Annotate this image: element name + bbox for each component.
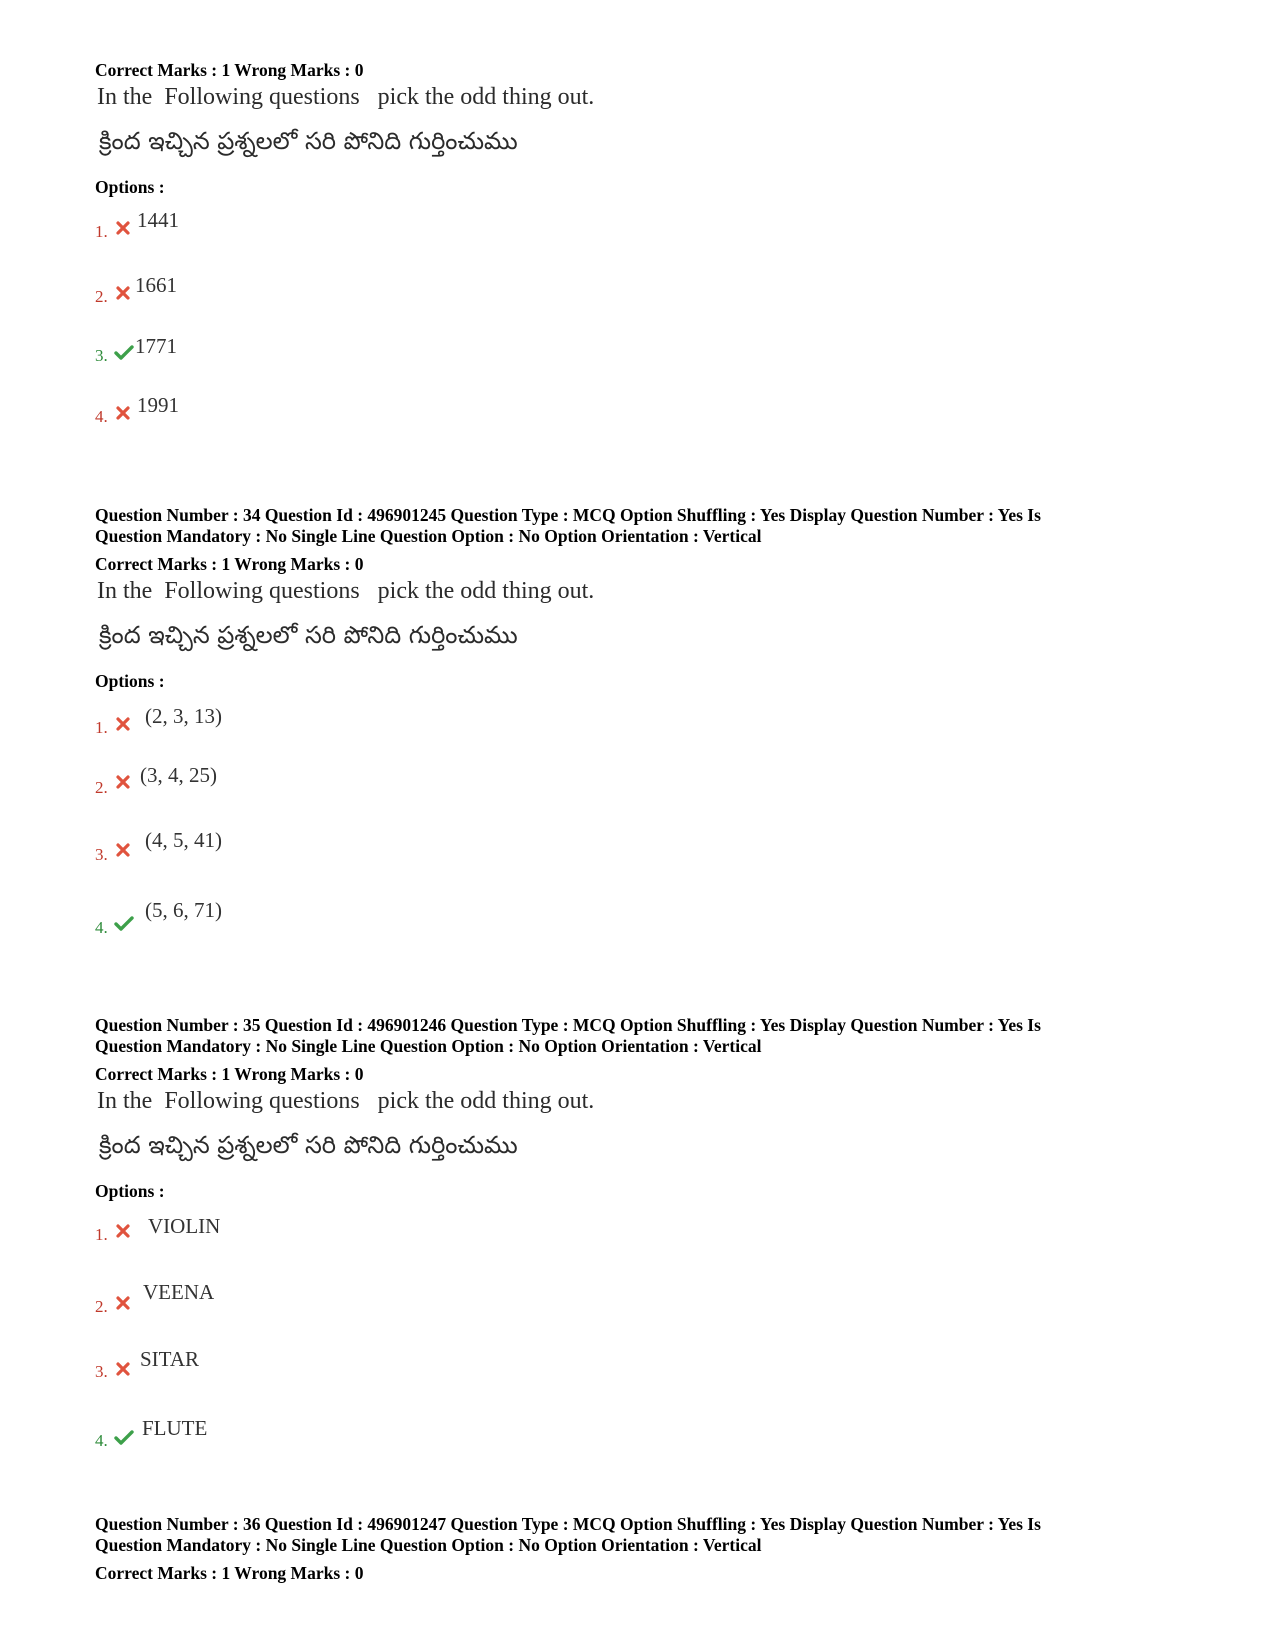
option-number: 2.	[95, 778, 108, 797]
option-row	[95, 763, 495, 810]
option-text: (5, 6, 71)	[145, 898, 222, 922]
question-meta-line: Question Number : 34 Question Id : 496901245 Question Type : MCQ Option Shuffling : Yes Display Question Number : Yes Is	[95, 505, 1041, 525]
option-row	[95, 1347, 495, 1400]
cross-icon	[115, 774, 131, 790]
option-text: FLUTE	[142, 1416, 208, 1440]
question-meta-line: Question Number : 35 Question Id : 496901246 Question Type : MCQ Option Shuffling : Yes Display Question Number : Yes Is	[95, 1015, 1041, 1035]
option-row	[95, 273, 495, 322]
option-number: 4.	[95, 1431, 108, 1450]
question-text-english: In the Following questions pick the odd thing out.	[97, 578, 595, 604]
option-number: 2.	[95, 287, 108, 306]
option-text: (3, 4, 25)	[140, 763, 217, 787]
question-meta	[95, 505, 1215, 547]
option-number: 3.	[95, 1362, 108, 1381]
option-number: 1.	[95, 718, 108, 737]
option-text: VIOLIN	[148, 1214, 221, 1238]
option-row	[95, 1416, 495, 1468]
options-label: Options :	[95, 1181, 165, 1201]
option-number: 1.	[95, 222, 108, 241]
question-meta-line: Question Mandatory : No Single Line Question Option : No Option Orientation : Vertical	[95, 526, 762, 546]
option-text: 1771	[135, 334, 177, 358]
cross-icon	[115, 405, 131, 421]
option-number: 4.	[95, 918, 108, 937]
question-meta-line: Question Mandatory : No Single Line Question Option : No Option Orientation : Vertical	[95, 1036, 762, 1056]
marks-line: Correct Marks : 1 Wrong Marks : 0	[95, 1563, 364, 1583]
check-icon	[114, 344, 134, 360]
cross-icon	[115, 220, 131, 236]
marks-line: Correct Marks : 1 Wrong Marks : 0	[95, 1064, 364, 1084]
option-row	[95, 208, 495, 255]
option-row	[95, 334, 495, 382]
question-text-english: In the Following questions pick the odd thing out.	[97, 84, 595, 110]
question-text-telugu: క్రింద ఇచ్చిన ప్రశ్నలలో సరి పోనిది గుర్తించుము	[99, 621, 518, 649]
question-meta	[95, 1015, 1215, 1057]
question-meta-line: Question Mandatory : No Single Line Question Option : No Option Orientation : Vertical	[95, 1535, 762, 1555]
option-text: SITAR	[140, 1347, 199, 1371]
marks-line: Correct Marks : 1 Wrong Marks : 0	[95, 60, 364, 80]
cross-icon	[115, 285, 131, 301]
question-meta-line: Question Number : 36 Question Id : 496901247 Question Type : MCQ Option Shuffling : Yes Display Question Number : Yes Is	[95, 1514, 1041, 1534]
question-text-telugu: క్రింద ఇచ్చిన ప్రశ్నలలో సరి పోనిది గుర్తించుము	[99, 127, 518, 155]
option-text: VEENA	[143, 1280, 215, 1304]
question-text-english: In the Following questions pick the odd thing out.	[97, 1088, 595, 1114]
option-text: 1991	[137, 393, 179, 417]
question-meta	[95, 1514, 1215, 1556]
options-label: Options :	[95, 671, 165, 691]
cross-icon	[115, 842, 131, 858]
option-row	[95, 704, 495, 752]
option-row	[95, 828, 495, 876]
option-row	[95, 898, 495, 950]
check-icon	[114, 915, 134, 931]
option-row	[95, 1280, 495, 1332]
option-row	[95, 1214, 495, 1260]
option-number: 4.	[95, 407, 108, 426]
cross-icon	[115, 1295, 131, 1311]
cross-icon	[115, 1223, 131, 1239]
option-number: 3.	[95, 845, 108, 864]
question-text-telugu: క్రింద ఇచ్చిన ప్రశ్నలలో సరి పోనిది గుర్తించుము	[99, 1131, 518, 1159]
check-icon	[114, 1429, 134, 1445]
option-number: 1.	[95, 1225, 108, 1244]
marks-line: Correct Marks : 1 Wrong Marks : 0	[95, 554, 364, 574]
option-text: 1441	[137, 208, 179, 232]
options-label: Options :	[95, 177, 165, 197]
cross-icon	[115, 1361, 131, 1377]
option-number: 2.	[95, 1297, 108, 1316]
option-text: (4, 5, 41)	[145, 828, 222, 852]
option-text: 1661	[135, 273, 177, 297]
option-row	[95, 393, 495, 442]
cross-icon	[115, 716, 131, 732]
option-number: 3.	[95, 346, 108, 365]
option-text: (2, 3, 13)	[145, 704, 222, 728]
